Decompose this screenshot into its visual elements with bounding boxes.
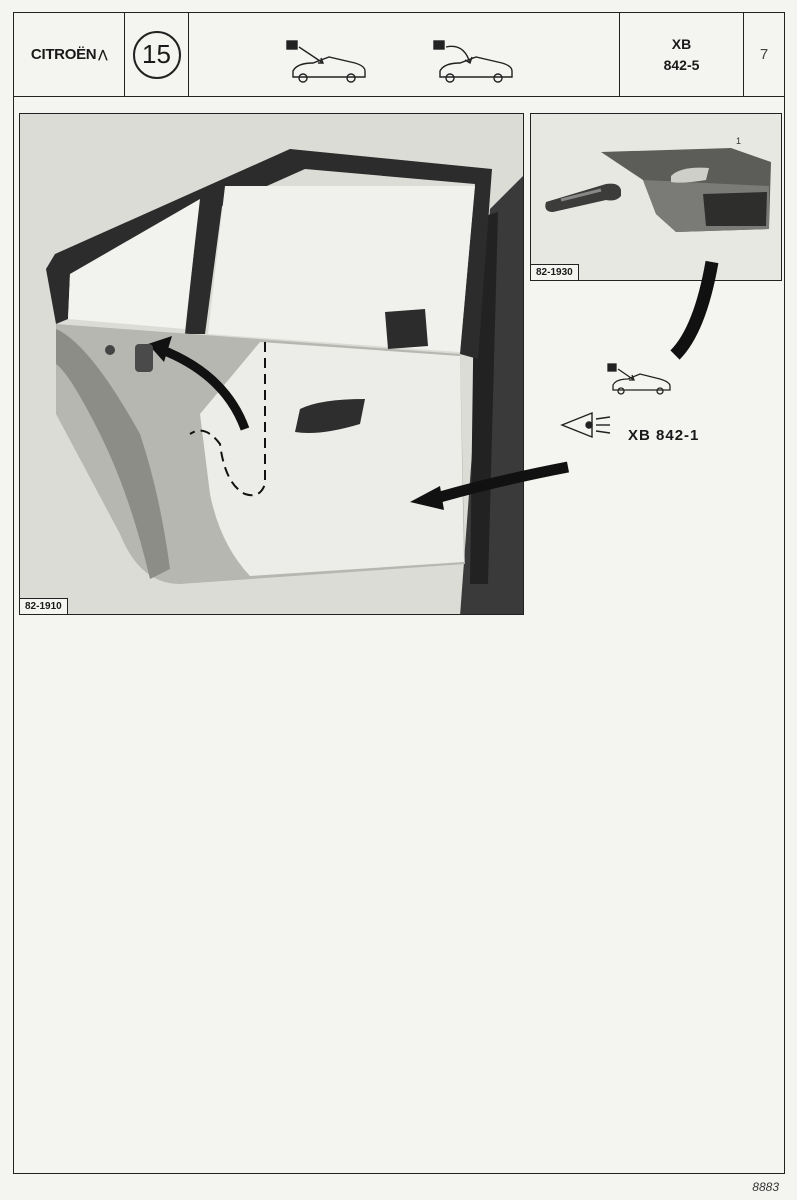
code-line-1: XB — [671, 35, 692, 52]
eye-inspection-icon — [562, 413, 610, 437]
part-number-1: 1 — [736, 136, 742, 146]
inset-link-arrow — [675, 262, 712, 355]
figure-inset-label: 82-1930 — [530, 264, 579, 281]
fitting-arrow — [440, 467, 568, 497]
page-number: 7 — [759, 46, 769, 63]
figure-main-label: 82-1910 — [19, 598, 68, 615]
chevron-logo-icon: ⋀ — [98, 49, 108, 61]
document-number: 8883 — [752, 1180, 779, 1194]
car-refit-small-icon — [608, 364, 670, 394]
brand-name: CITROËN — [30, 46, 97, 63]
code-line-2: 842-5 — [663, 56, 700, 73]
reference-code: XB 842-1 — [628, 427, 700, 444]
chapter-number: 15 — [133, 31, 181, 79]
